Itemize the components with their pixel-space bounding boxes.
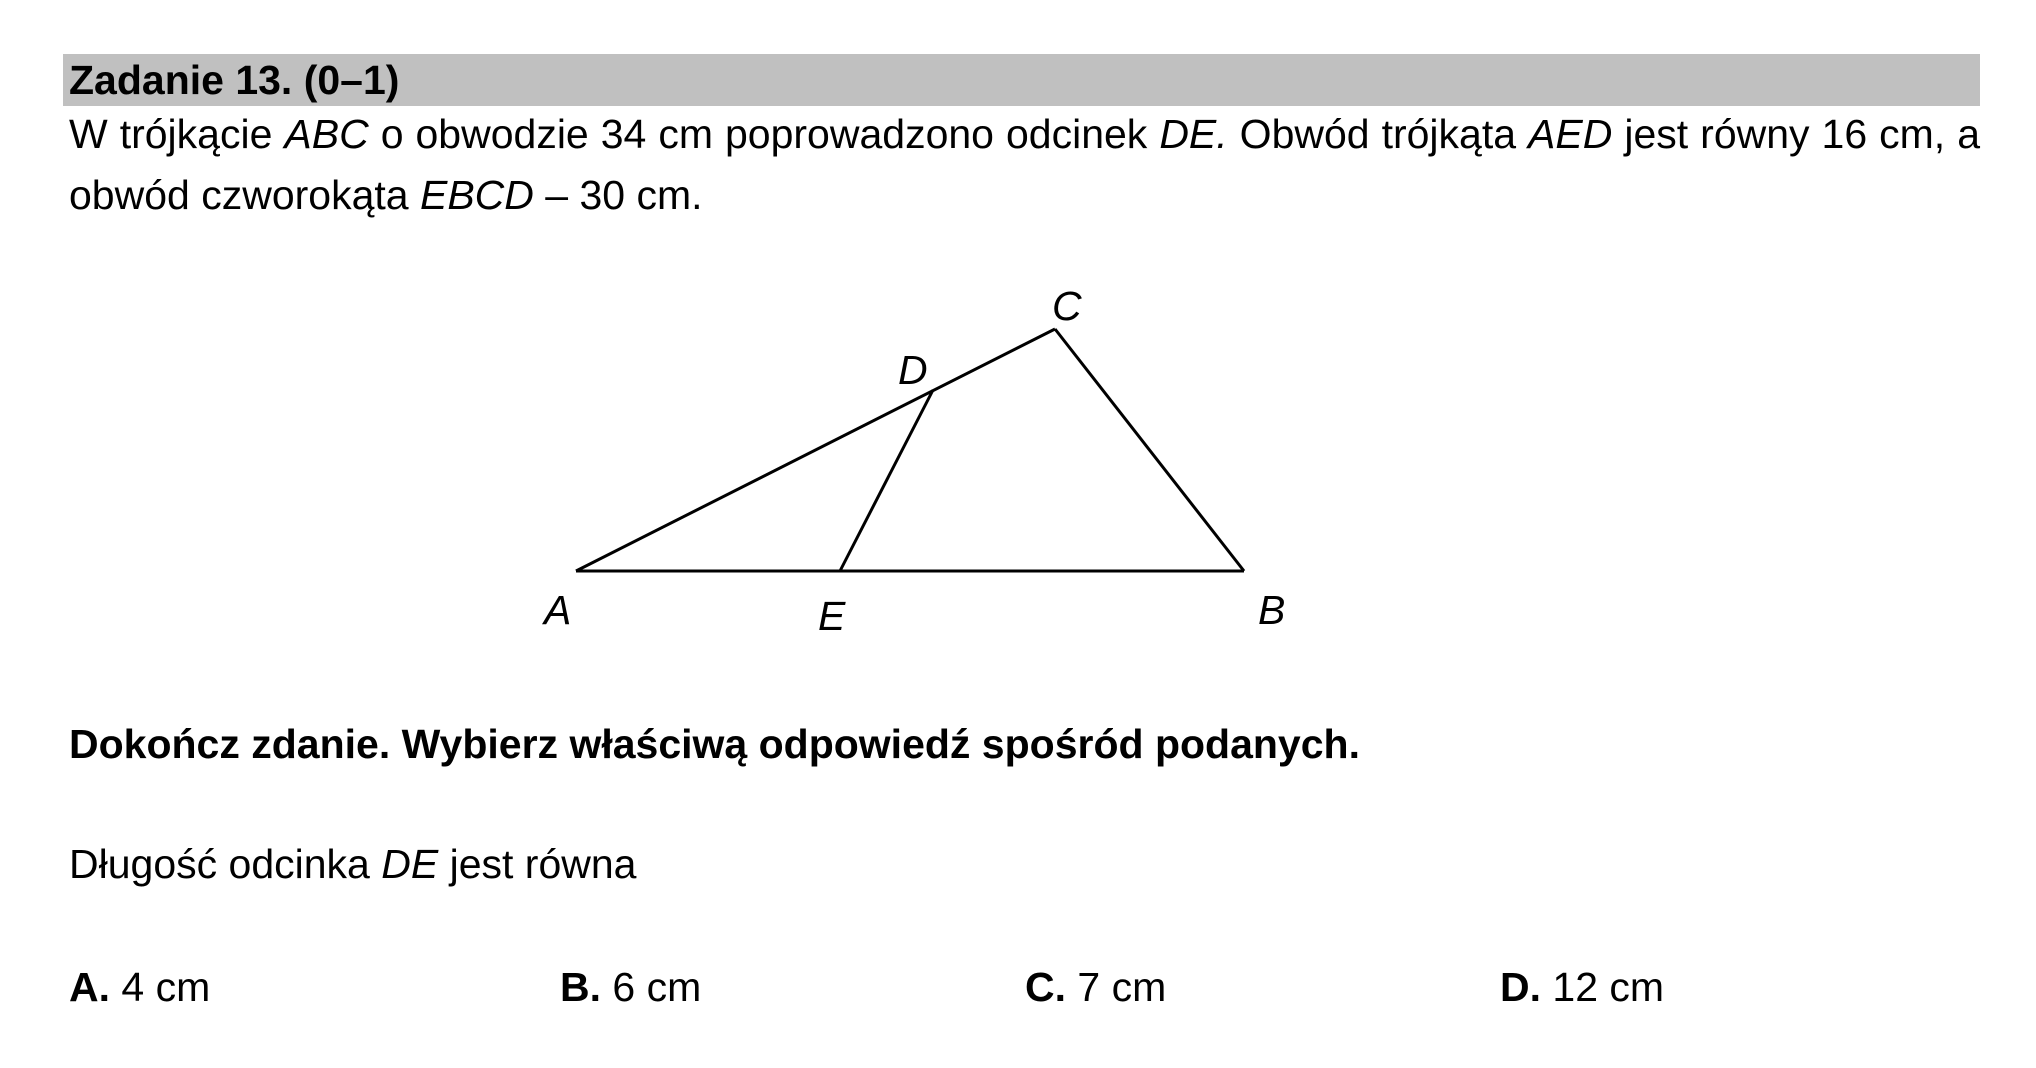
label-b: B: [1258, 587, 1286, 633]
label-a: A: [544, 587, 572, 633]
question-stem: [69, 840, 636, 888]
option-text: 12 cm: [1541, 964, 1665, 1010]
task-title: Zadanie 13. (0–1): [69, 57, 400, 103]
option-text: 7 cm: [1066, 964, 1167, 1010]
side-ac: [576, 329, 1055, 571]
segment-de-line: [840, 390, 933, 571]
label-e: E: [818, 593, 846, 639]
option-letter: C.: [1025, 964, 1066, 1010]
label-d: D: [898, 347, 928, 393]
answer-option-a[interactable]: [69, 963, 210, 1011]
instruction: Dokończ zdanie. Wybierz właściwą odpowiedź spośród podanych.: [69, 721, 1360, 767]
problem-text-5: – 30 cm.: [533, 172, 703, 218]
segment-de: DE.: [1159, 111, 1228, 157]
problem-text-4: jest równy 16 cm, a obwód czworokąta: [69, 111, 1981, 218]
answer-option-b[interactable]: [560, 963, 701, 1011]
option-letter: D.: [1500, 964, 1541, 1010]
problem-text-3: Obwód trójkąta: [1227, 111, 1529, 157]
stem-text-2: jest równa: [438, 841, 637, 887]
label-c: C: [1052, 283, 1082, 329]
problem-text-2: o obwodzie 34 cm poprowadzono odcinek: [368, 111, 1160, 157]
option-text: 4 cm: [110, 964, 211, 1010]
stem-segment-de: DE: [381, 841, 439, 887]
triangle-abc: ABC: [284, 111, 369, 157]
problem-text-1: W trójkącie: [69, 111, 285, 157]
side-cb: [1055, 329, 1244, 571]
answer-option-d[interactable]: [1500, 963, 1664, 1011]
option-text: 6 cm: [601, 964, 702, 1010]
triangle-aed: AED: [1528, 111, 1613, 157]
option-letter: A.: [69, 964, 110, 1010]
quadrilateral-ebcd: EBCD: [419, 172, 534, 218]
answer-option-c[interactable]: [1025, 963, 1166, 1011]
option-letter: B.: [560, 964, 601, 1010]
stem-text-1: Długość odcinka: [69, 841, 382, 887]
